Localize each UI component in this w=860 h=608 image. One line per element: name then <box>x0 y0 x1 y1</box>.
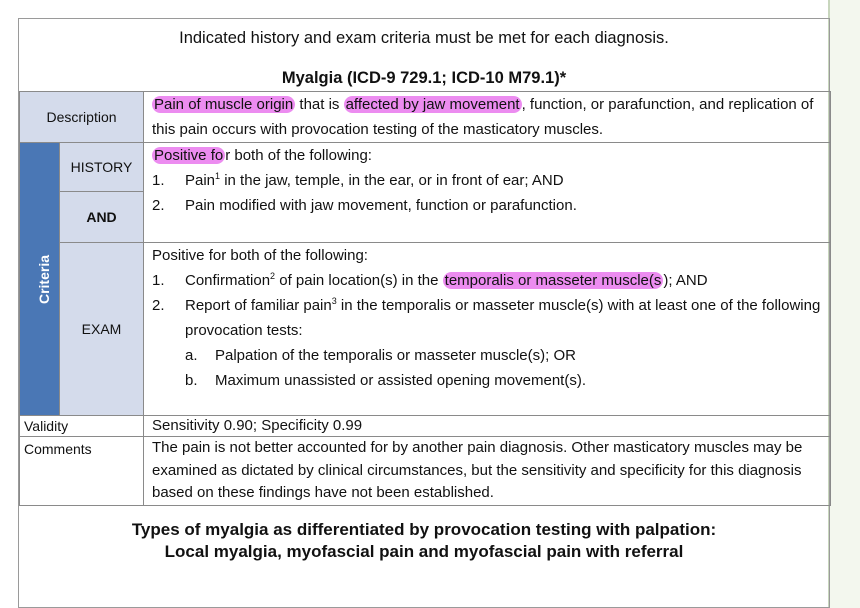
criteria-band <box>20 143 60 416</box>
history-intro: Positive fo r both of the following: <box>154 147 372 164</box>
exam-criteria <box>144 243 831 416</box>
right-margin-stripe <box>828 0 860 608</box>
exam-item-1: 1. Confirmation$^2$ of pain location(s) in the temporalis or masseter muscle(s ); AND <box>152 271 708 289</box>
exam-intro: Positive for both of the following: <box>152 247 368 264</box>
validity-label: Validity <box>20 416 144 437</box>
history-item-2: 2. Pain modified with jaw movement, function or parafunction. <box>152 197 577 214</box>
exam-row <box>20 243 831 416</box>
comments-text: The pain is not better accounted for by another pain diagnosis. Other masticatory muscles may be examined as dictated by clinical circumstances, but the sensitivity and specificity for this diagnosis based on these findings have not been established. <box>144 437 831 506</box>
criteria-label: Criteria <box>36 254 53 304</box>
diagnostic-criteria-table <box>19 91 831 506</box>
exam-subitem-a: a. Palpation of the temporalis or masseter muscle(s); OR <box>185 347 576 364</box>
validity-text: Sensitivity 0.90; Specificity 0.99 <box>144 416 831 437</box>
description-label: Description <box>20 92 144 143</box>
validity-row <box>20 416 831 437</box>
highlight-temporalis-masseter: temporalis or masseter muscle(s <box>444 272 662 289</box>
comments-label: Comments <box>20 437 144 506</box>
exam-item-2: 2. Report of familiar pain$^3$ in the temporalis or masseter muscle(s) with at least one of the following provocation tests: <box>152 296 821 339</box>
exam-label: EXAM <box>60 243 144 416</box>
comments-row <box>20 437 831 506</box>
intro-text: Indicated history and exam criteria must be met for each diagnosis. <box>179 29 669 47</box>
history-row <box>20 143 831 192</box>
diagnosis-heading: Myalgia (ICD-9 729.1; ICD-10 M79.1)* <box>281 69 567 87</box>
highlight-muscle-origin: Pain of muscle origin <box>154 96 294 113</box>
highlight-positive: Positive fo <box>154 147 224 164</box>
description-row <box>20 92 831 143</box>
highlight-jaw-movement: affected by jaw movement <box>345 96 520 113</box>
history-criteria <box>144 143 831 243</box>
description-text: Pain of muscle origin that is affected by jaw movement , function, or parafunction, and replication of this pain occurs with provocation testing of the masticatory muscles. <box>144 92 831 143</box>
document-page <box>18 18 830 608</box>
history-item-1: 1. Pain$^1$ in the jaw, temple, in the ear, or in front of ear; AND <box>152 171 564 189</box>
myalgia-types-title: Types of myalgia as differentiated by provocation testing with palpation: Local myalgia, myofascial pain and myofascial pain with referral <box>131 520 717 561</box>
and-label: AND <box>60 192 144 243</box>
history-label: HISTORY <box>60 143 144 192</box>
exam-subitem-b: b. Maximum unassisted or assisted opening movement(s). <box>185 372 586 389</box>
